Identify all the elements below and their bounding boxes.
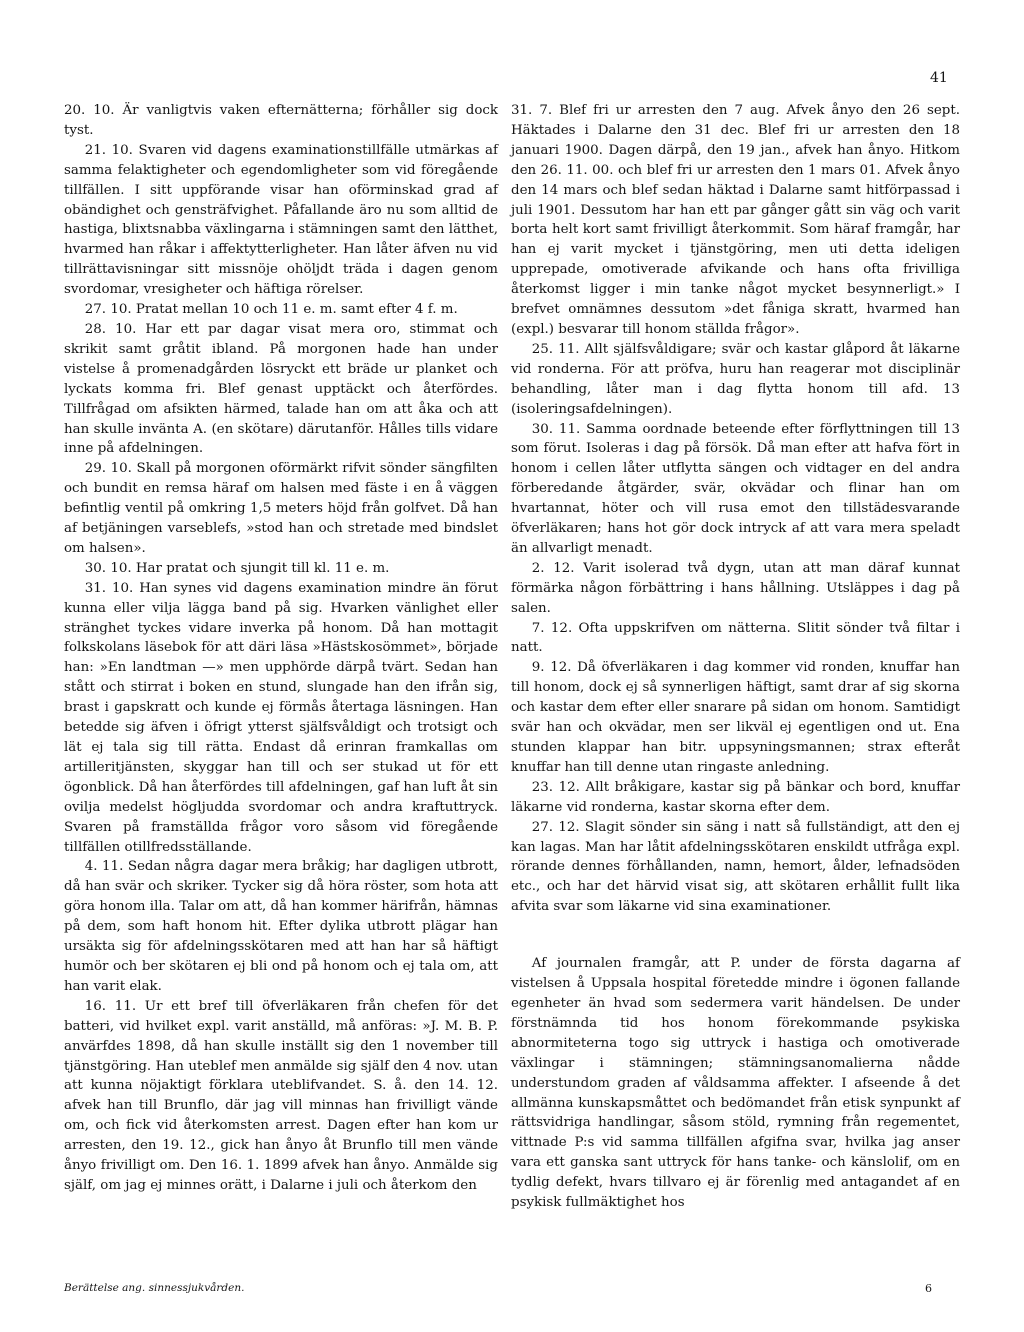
paragraph: 4. 11. Sedan några dagar mera bråkig; har dagligen utbrott, då han svär och skriker. Tycker sig då höra röster, som hota att göra honom illa. Talar om att, då han kommer härifrån, hämnas på dem, som haft honom hit. Efter dylika utbrott plägar han ursäkta sig för afdelningsskötaren med att han har så häftigt humör och ber skötaren ej bli ond på honom och ej tala om, att han varit elak. <box>64 859 498 994</box>
paragraph: 31. 7. Blef fri ur arresten den 7 aug. Afvek ånyo den 26 sept. Häktades i Dalarne den 31 dec. Blef fri ur arresten den 18 januari 1900. Dagen därpå, den 19 jan., afvek han ånyo. Hitkom den 26. 11. 00. och blef fri ur arresten den 1 mars 01. Afvek ånyo den 14 mars och blef sedan häktad i Dalarne samt hitförpassad i juli 1901. Dessutom har han ett par gånger gått sin väg och varit borta helt kort samt frivilligt återkommit. Som häraf framgår, har han ej varit mycket i tjänstgöring, men uti detta ideligen upprepade, omotiverade afvikande och hans ofta frivilliga återkomst ligger i min tanke något mycket besynnerligt.» I brefvet omnämnes dessutom »det fåniga skratt, hvarmed han (expl.) besvarar till honom ställda frågor». <box>511 103 960 337</box>
paragraph: 9. 12. Då öfverläkaren i dag kommer vid ronden, knuffar han till honom, dock ej så synnerligen häftigt, samt drar af sig skorna och kastar dem efter eller snarare på sidan om honom. Samtidigt svär han och okvädar, men ser likväl ej egentligen ond ut. Ena stunden klappar han bitr. uppsyningsmannen; strax efteråt knuffar han till denne utan ringaste anledning. <box>511 660 960 775</box>
running-footer-title: Berättelse ang. sinnessjukvården. <box>64 1282 245 1294</box>
paragraph: 2. 12. Varit isolerad två dygn, utan att man däraf kunnat förmärka någon förbättring i hans hållning. Utsläppes i dag på salen. <box>511 560 960 616</box>
paragraph: 28. 10. Har ett par dagar visat mera oro, stimmat och skrikit samt gråtit ibland. På morgonen hade han under vistelse å promenadgården lösryckt ett bräde ur planket och lyckats komma fri. Blef genast upptäckt och återfördes. Tillfrågad om afsikten härmed, talade han om att åka och att han skulle invänta A. (en skötare) därutanför. Hålles tills vidare inne på afdelningen. <box>64 321 498 457</box>
paragraph: 31. 10. Han synes vid dagens examination mindre än förut kunna eller vilja lägga band på sig. Hvarken vänlighet eller stränghet tyckes vidare inverka på honom. Då han mottagit folkskolans läsebok för att däri läsa »Hästskosömmet», började han: »En landtman —» men upphörde därpå tvärt. Sedan han stått och stirrat i boken en stund, slungade han den ifrån sig, brast i gapskratt och kunde ej förmås återtaga läsningen. Han betedde sig äfven i öfrigt ytterst själfsvåldigt och trotsigt och lät ej tala sig till rätta. Endast då erinran framkallas om artilleritjänsten, skyggar han till och ser stukad ut för ett ögonblick. Då han återfördes till afdelningen, gaf han luft åt sin ovilja medelst högljudda svordomar och andra kraftuttryck. Svaren på framställda frågor voro såsom vid föregående tillfällen otillfredsställande. <box>64 580 498 855</box>
paragraph: 27. 10. Pratat mellan 10 och 11 e. m. samt efter 4 f. m. <box>84 302 458 318</box>
paragraph: 29. 10. Skall på morgonen oförmärkt rifvit sönder sängfilten och bundit en remsa häraf om halsen med fäste i en å väggen befintlig ventil på omkring 1,5 meters höjd från golfvet. Då han af betjäningen varseblefs, »stod han och stretade med bindslet om halsen». <box>64 461 498 556</box>
paragraph: 7. 12. Ofta uppskrifven om nätterna. Slitit sönder två filtar i natt. <box>511 620 960 656</box>
paragraph: 16. 11. Ur ett bref till öfverläkaren från chefen för det batteri, vid hvilket expl. varit anställd, må anföras: »J. M. B. P. anvärfdes 1898, då han skulle inställt sig den 1 november till tjänstgöring. Han uteblef men anmälde sig själf den 4 nov. utan att kunna nöjaktigt förklara uteblifvandet. S. å. den 14. 12. afvek han till Brunflo, där jag vill minnas han frivilligt vände om, och fick vid återkomsten arrest. Dagen efter han kom ur arresten, den 19. 12., gick han ånyo åt Brunflo till men vände ånyo frivilligt om. Den 16. 1. 1899 afvek han ånyo. Anmälde sig själf, om jag ej minnes orätt, i Dalarne i juli och återkom den <box>64 998 498 1193</box>
paragraph: 25. 11. Allt själfsvåldigare; svär och kastar glåpord åt läkarne vid ronderna. För att pröfva, huru han reagerar mot disciplinär behandling, låter man i dag flytta honom till afd. 13 (isoleringsafdelningen). <box>511 341 960 417</box>
paragraph: 30. 11. Samma oordnade beteende efter förflyttningen till 13 som förut. Isoleras i dag på försök. Då man efter att hafva fört in honom i cellen låter utflytta sängen och vidtager en del andra förberedande åtgärder, svär, okvädar och flinar han om hvartannat, höter och vill rusa emot den tillstädesvarande öfverläkaren; hans hot gör dock intryck af att vara mera speladt än allvarligt menadt. <box>511 421 960 556</box>
page-number: 41 <box>930 70 948 86</box>
left-column <box>64 101 498 1196</box>
signature-mark: 6 <box>925 1282 932 1295</box>
paragraph: 20. 10. Är vanligtvis vaken efternätterna; förhåller sig dock tyst. <box>64 103 498 138</box>
right-column <box>511 101 960 1213</box>
paragraph: 21. 10. Svaren vid dagens examinationstillfälle utmärkas af samma felaktigheter och egendomligheter som vid föregående tillfällen. I sitt uppförande visar han oförminskad grad af obändighet och gensträfvighet. Påfallande äro nu som alltid de hastiga, blixtsnabba växlingarna i stämningen samt den lätthet, hvarmed han råkar i affektytterligheter. Han låter äfven nu vid tillrättavisningar sitt missnöje ohöljdt träda i dagen genom svordomar, vresigheter och häftiga rörelser. <box>64 142 498 298</box>
paragraph: 30. 10. Har pratat och sjungit till kl. 11 e. m. <box>84 560 390 576</box>
paragraph: 23. 12. Allt bråkigare, kastar sig på bänkar och bord, knuffar läkarne vid ronderna, kastar skorna efter dem. <box>511 779 960 815</box>
summary-paragraph: Af journalen framgår, att P. under de första dagarna af vistelsen å Uppsala hospital företedde mindre i ögonen fallande egenheter än hvad som sedermera varit händelsen. De under förstnämnda tid hos honom förekommande psykiska abnormiteterna togo sig uttryck i hastiga och omotiverade växlingar i stämningen; stämningsanomalierna nådde understundom graden af våldsamma affekter. I afseende å det allmänna kunskapsmåttet och bedömandet från etisk synpunkt af rättsvidriga handlingar, såsom stöld, rymning från regementet, vittnade P:s vid samma tillfällen afgifna svar, hvilka jag anser vara ett ganska sant uttryck för hans tanke- och känslolif, om en tydlig defekt, hvars tillvaro ej är förenlig med antagandet af en psykisk fullmäktighet hos <box>511 956 960 1211</box>
paragraph: 27. 12. Slagit sönder sin säng i natt så fullständigt, att den ej kan lagas. Man har låtit afdelningsskötaren enskildt utfråga expl. rörande dennes förhållanden, namn, hemort, ålder, lefnadsöden etc., och har det härvid visat sig, att skötaren erhållit fullt lika afvita svar som läkarne vid sina examinationer. <box>511 819 960 915</box>
